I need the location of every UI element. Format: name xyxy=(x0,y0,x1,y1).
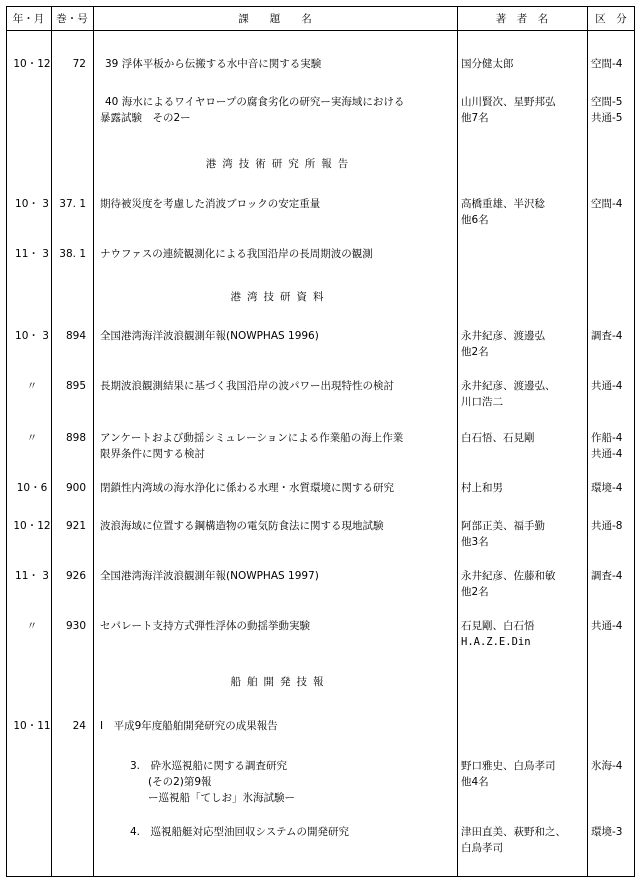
section-heading: 港湾技術研究所報告 xyxy=(205,158,355,170)
row-category: 共通-5 xyxy=(591,112,623,124)
row-volume: 37. 1 xyxy=(59,198,86,210)
row-title: アンケートおよび動揺シミュレーションによる作業船の海上作業 xyxy=(100,432,404,444)
row-date: 11・ 3 xyxy=(15,570,49,582)
row-date: 10・11 xyxy=(13,720,51,732)
row-title: 期待被災度を考慮した消波ブロックの安定重量 xyxy=(100,198,321,210)
row-title: 長期波浪観測結果に基づく我国沿岸の波パワー出現特性の検討 xyxy=(100,380,394,392)
row-category: 共通-4 xyxy=(591,620,623,632)
row-author: 他3名 xyxy=(461,536,489,548)
row-author: 他6名 xyxy=(461,214,489,226)
row-category: 環境-3 xyxy=(591,826,623,838)
row-title: 3. 砕氷巡視船に関する調査研究 xyxy=(130,760,288,772)
row-date: 〃 xyxy=(26,380,38,392)
row-title: ナウファスの連続観測化による我国沿岸の長周期波の観測 xyxy=(100,248,373,260)
header-volume: 巻・号 xyxy=(56,13,88,25)
row-date: 〃 xyxy=(26,620,38,632)
row-author: 永井紀彦、佐藤和敏 xyxy=(461,570,556,582)
divider-author xyxy=(587,6,588,877)
row-date: 10・6 xyxy=(16,482,48,494)
row-category: 共通-4 xyxy=(591,380,623,392)
row-author: 永井紀彦、渡邊弘、 xyxy=(461,380,556,392)
divider-title xyxy=(457,6,458,877)
row-author: 白石悟、石見剛 xyxy=(461,432,535,444)
row-author: 他7名 xyxy=(461,112,489,124)
row-title: セパレート支持方式弾性浮体の動揺挙動実験 xyxy=(100,620,310,632)
row-volume: 930 xyxy=(65,620,86,632)
header-category: 区 分 xyxy=(595,13,627,25)
row-category: 空間-4 xyxy=(591,58,623,70)
divider-volume xyxy=(93,6,94,877)
header-author: 著 者 名 xyxy=(495,13,549,25)
row-category: 共通-8 xyxy=(591,520,623,532)
report-list-table xyxy=(6,6,635,877)
row-author: 高橋重雄、半沢稔 xyxy=(461,198,545,210)
row-category: 空間-4 xyxy=(591,198,623,210)
header-date: 年・月 xyxy=(12,13,45,25)
row-volume: 898 xyxy=(65,432,86,444)
row-author: 永井紀彦、渡邊弘 xyxy=(461,330,545,342)
row-date: 〃 xyxy=(26,432,38,444)
row-category: 氷海-4 xyxy=(591,760,623,772)
row-title: 暴露試験 その2ー xyxy=(100,112,191,124)
row-category: 環境-4 xyxy=(591,482,623,494)
row-author: H.A.Z.E.Din xyxy=(461,636,531,648)
row-title: 4. 巡視船艇対応型油回収システムの開発研究 xyxy=(130,826,349,838)
row-author: 白鳥孝司 xyxy=(461,842,503,854)
row-author: 石見剛、白石悟 xyxy=(461,620,535,632)
row-category: 調査-4 xyxy=(591,330,623,342)
row-author: 国分健太郎 xyxy=(461,58,514,70)
row-volume: 895 xyxy=(65,380,86,392)
row-title: 波浪海域に位置する鋼構造物の電気防食法に関する現地試験 xyxy=(100,520,384,532)
row-title: 閉鎖性内湾域の海水浄化に係わる水理・水質環境に関する研究 xyxy=(100,482,394,494)
row-volume: 894 xyxy=(65,330,86,342)
row-title: 全国港湾海洋波浪観測年報(NOWPHAS 1996) xyxy=(100,330,319,342)
row-author: 阿部正美、福手勤 xyxy=(461,520,545,532)
row-author: 他2名 xyxy=(461,586,489,598)
row-category: 共通-4 xyxy=(591,448,623,460)
row-title: (その2)第9報 xyxy=(148,776,212,788)
row-volume: 72 xyxy=(72,58,86,70)
row-date: 11・ 3 xyxy=(15,248,49,260)
row-date: 10・ 3 xyxy=(15,330,49,342)
row-title: 限界条件に関する検討 xyxy=(100,448,205,460)
row-author: 村上和男 xyxy=(461,482,503,494)
row-author: 川口浩二 xyxy=(461,396,503,408)
row-category: 空間-5 xyxy=(591,96,623,108)
section-heading: 船舶開発技報 xyxy=(230,676,330,688)
row-title: 全国港湾海洋波浪観測年報(NOWPHAS 1997) xyxy=(100,570,319,582)
header-title: 課 題 名 xyxy=(238,13,312,25)
row-date: 10・12 xyxy=(13,520,51,532)
row-date: 10・ 3 xyxy=(15,198,49,210)
row-author: 津田直美、萩野和之、 xyxy=(461,826,566,838)
row-volume: 926 xyxy=(65,570,86,582)
row-title: 39 浮体平板から伝搬する水中音に関する実験 xyxy=(105,58,322,70)
row-category: 調査-4 xyxy=(591,570,623,582)
row-author: 野口雅史、白鳥孝司 xyxy=(461,760,556,772)
row-volume: 24 xyxy=(72,720,86,732)
row-title: ー巡視船「てしお」氷海試験ー xyxy=(148,792,295,804)
row-volume: 900 xyxy=(65,482,86,494)
section-heading: 港湾技研資料 xyxy=(230,291,330,303)
row-author: 他2名 xyxy=(461,346,489,358)
row-author: 山川賢次、星野邦弘 xyxy=(461,96,556,108)
row-title: I 平成9年度船舶開発研究の成果報告 xyxy=(100,720,278,732)
row-volume: 38. 1 xyxy=(59,248,86,260)
row-author: 他4名 xyxy=(461,776,489,788)
row-title: 40 海水によるワイヤロープの腐食劣化の研究ー実海域における xyxy=(105,96,405,108)
row-date: 10・12 xyxy=(13,58,51,70)
header-divider xyxy=(6,30,635,31)
row-volume: 921 xyxy=(65,520,86,532)
row-category: 作船-4 xyxy=(591,432,623,444)
